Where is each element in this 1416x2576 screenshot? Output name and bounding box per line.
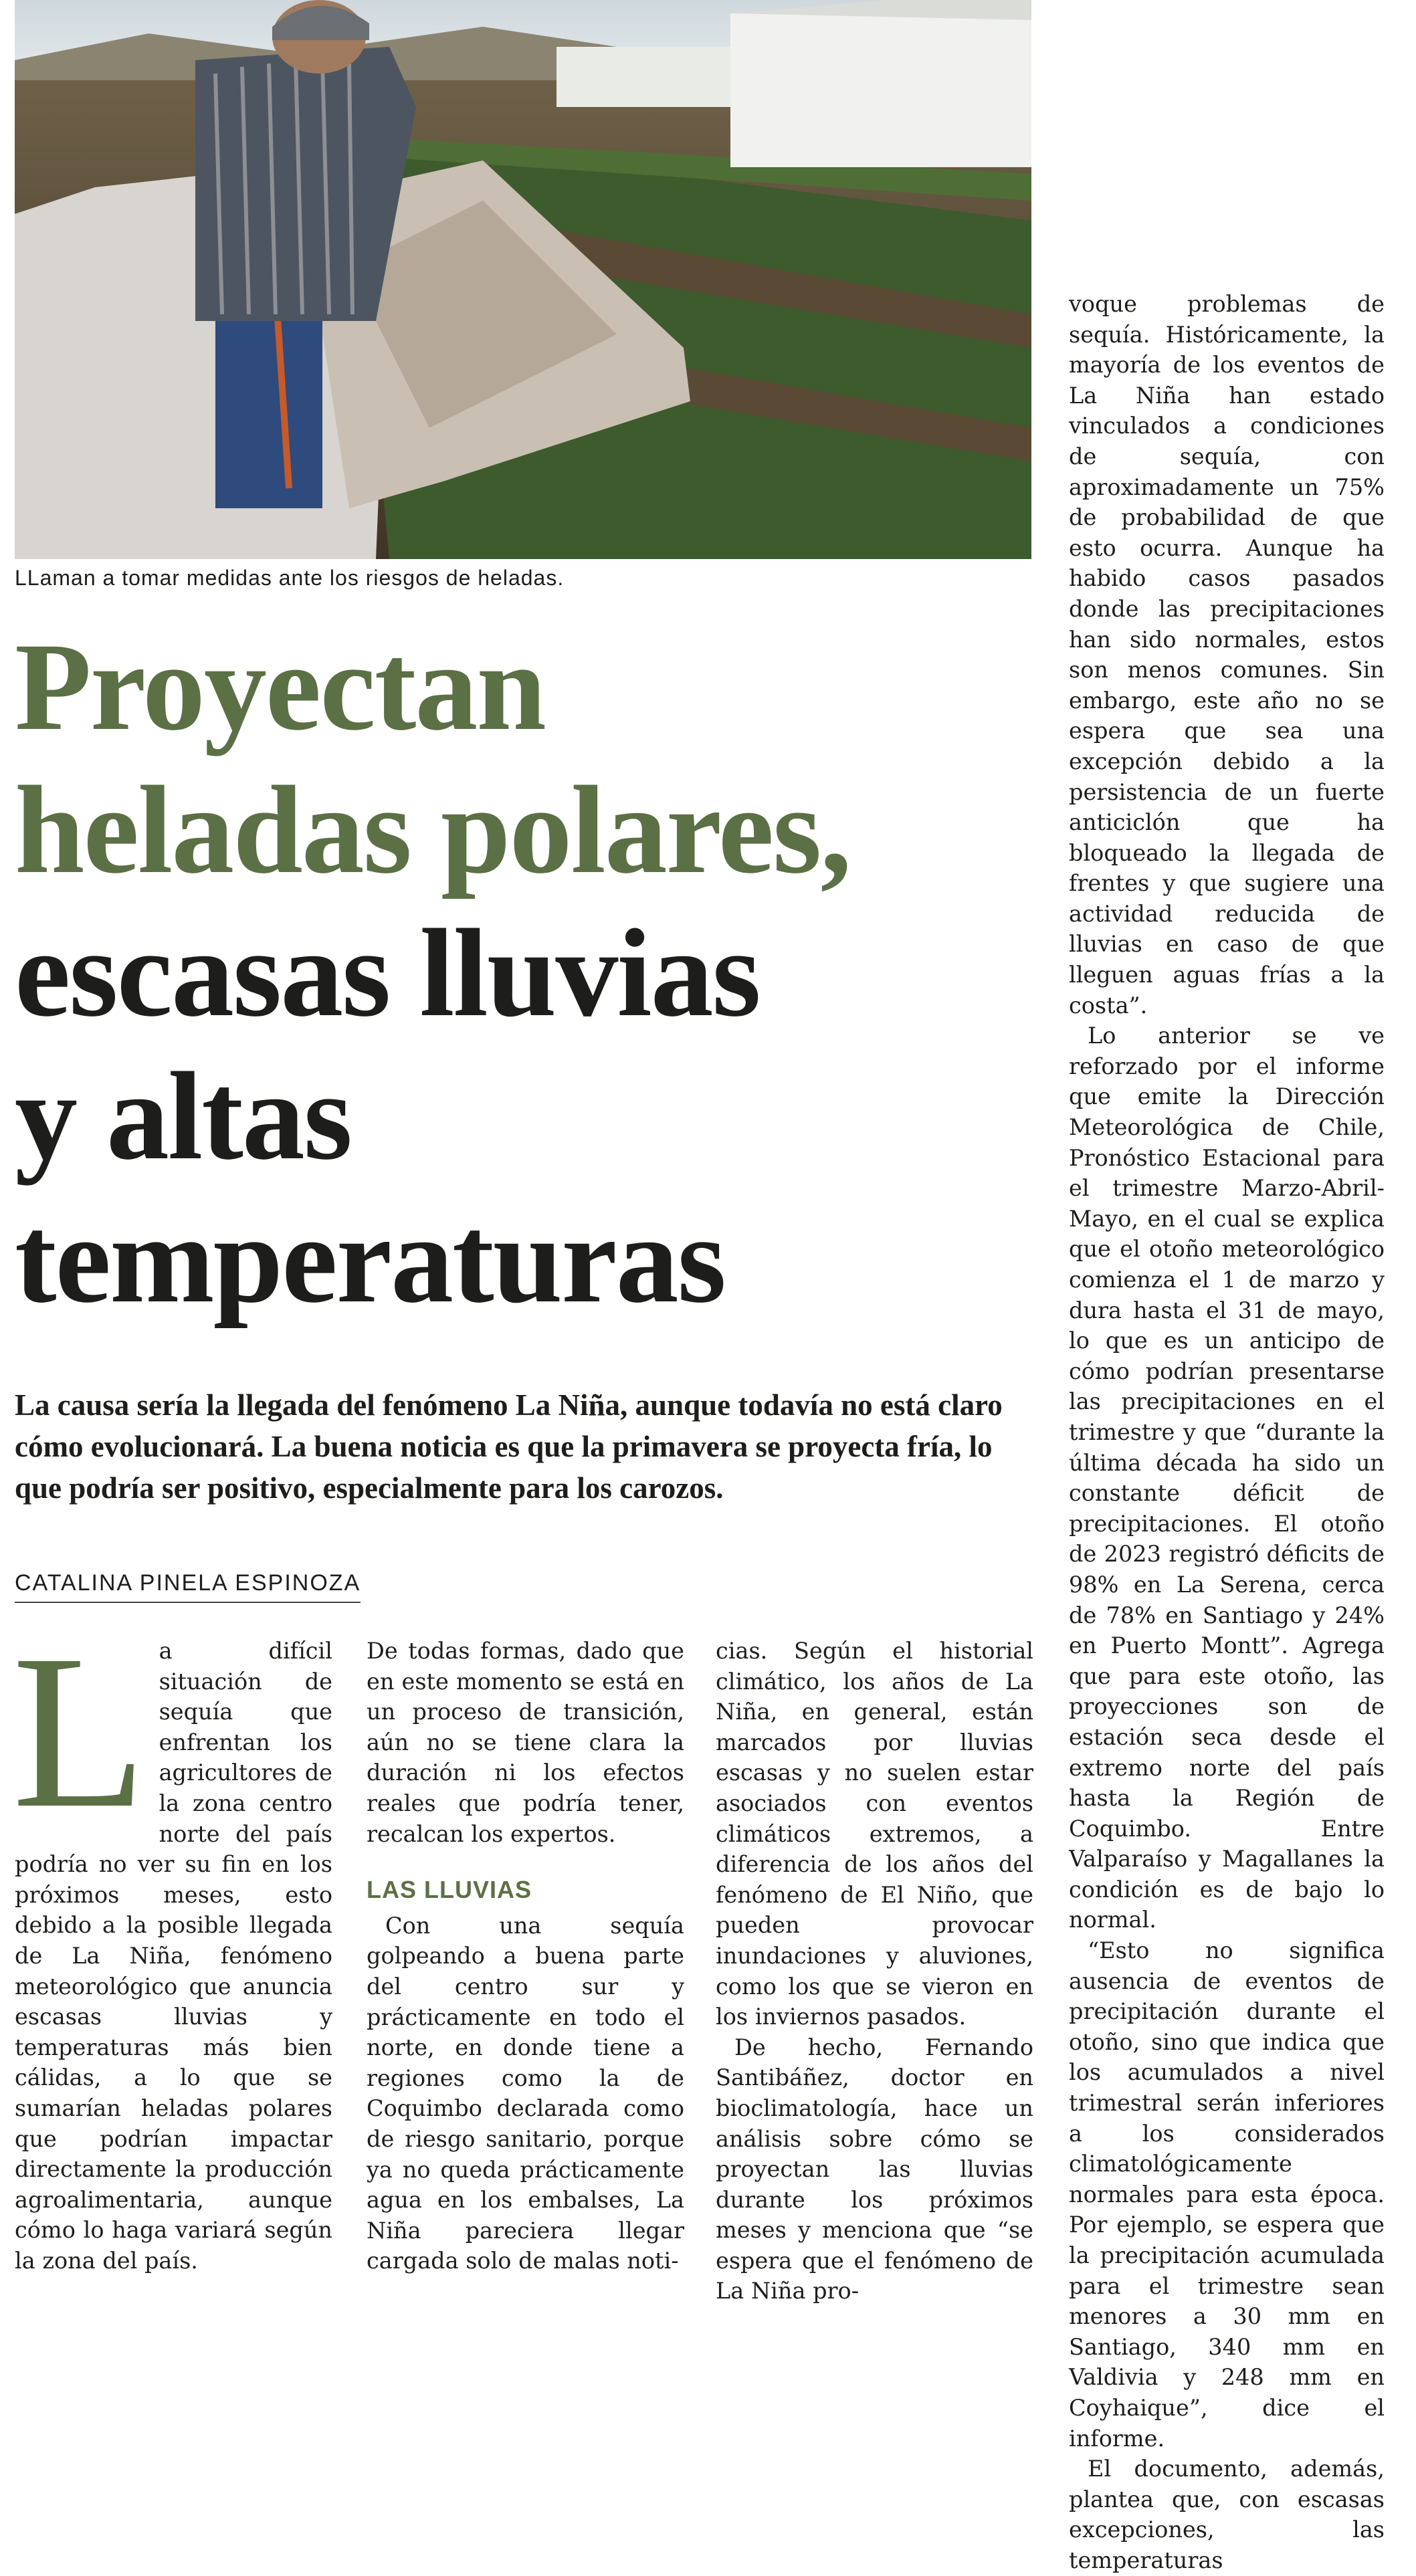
headline-line-1: Proyectan bbox=[15, 617, 545, 756]
byline: CATALINA PINELA ESPINOZA bbox=[15, 1570, 361, 1603]
article-photo bbox=[15, 0, 1031, 559]
farmer-covering-crops-photo bbox=[15, 0, 1031, 559]
article-column-3 bbox=[716, 1636, 1033, 2306]
article-column-2 bbox=[367, 1636, 684, 2276]
body-paragraph: Lo anterior se ve reforzado por el informe que emite la Dirección Meteorológica de Chile, Pronóstico Estacional para el trimestre Marzo-Abril-Mayo, en el cual se explica que el otoño meteorológico comienza el 1 de marzo y dura hasta el 31 de mayo, lo que es un anticipo de cómo podrían presentarse las precipitaciones en el trimestre y que “durante la última década ha sido un constante déficit de precipitaciones. El otoño de 2023 registró déficits de 98% en La Serena, cerca de 78% en Santiago y 24% en Puerto Montt”. Agrega que para este otoño, las proyecciones son de estación seca desde el extremo norte del país hasta la Región de Coquimbo. Entre Valparaíso y Magallanes la condición es de bajo lo normal. bbox=[1069, 1023, 1385, 1933]
body-paragraph: Con una sequía golpeando a buena parte del centro sur y prácticamente en todo el norte, en donde tiene a regiones como la de Coquimbo declarada como de riesgo sanitario, porque ya no queda prácticamente agua en los embalses, La Niña pareciera llegar cargada solo de malas noti- bbox=[367, 1912, 684, 2274]
body-paragraph: De todas formas, dado que en este momento se está en un proceso de transición, aún no se tiene clara la duración ni los efectos reales que podría tener, recalcan los expertos. bbox=[367, 1638, 684, 1847]
body-paragraph: voque problemas de sequía. Históricamente, la mayoría de los eventos de La Niña han estado vinculados a condiciones de sequía, con aproximadamente un 75% de probabilidad de que esto ocurra. Aunque ha habido casos pasados donde las precipitaciones han sido normales, estos son menos comunes. Sin embargo, este año no se espera que sea una excepción debido a la persistencia de un fuerte anticiclón que ha bloqueado la llegada de frentes y que sugiere una actividad reducida de lluvias en caso de que lleguen aguas frías a la costa”. bbox=[1069, 291, 1385, 1018]
article-column-4 bbox=[1069, 289, 1385, 2576]
body-paragraph: “Esto no significa ausencia de eventos de precipitación durante el otoño, sino que indica que los acumulados a nivel trimestral serán inferiores a los considerados climatológicamente normales para esta época. Por ejemplo, se espera que la precipitación acumulada para el trimestre sean menores a 30 mm en Santiago, 340 mm en Valdivia y 248 mm en Coyhaique”, dice el informe. bbox=[1069, 1937, 1385, 2452]
headline-line-3: escasas lluvias bbox=[15, 903, 760, 1043]
article-column-1 bbox=[12, 1610, 332, 2276]
photo-caption: LLaman a tomar medidas ante los riesgos de heladas. bbox=[15, 566, 565, 590]
lead-paragraph: La causa sería la llegada del fenómeno La Niña, aunque todavía no está claro cómo evolucionará. La buena noticia es que la primavera se proyecta fría, lo que podría ser positivo, especialmente para los carozos. bbox=[15, 1388, 1003, 1505]
headline-line-2: heladas polares, bbox=[15, 760, 851, 899]
section-subhead: LAS LLUVIAS bbox=[367, 1876, 532, 1904]
body-paragraph: cias. Según el historial climático, los años de La Niña, en general, están marcados por lluvias escasas y no suelen estar asociados con eventos climáticos extremos, a diferencia de los años del fenómeno de El Niño, que pueden provocar inundaciones y aluviones, como los que se vieron en los inviernos pasados. bbox=[716, 1638, 1033, 2030]
headline bbox=[15, 615, 1058, 1331]
body-paragraph: De hecho, Fernando Santibáñez, doctor en bioclimatología, hace un análisis sobre cómo se proyectan las lluvias durante los próximos meses y menciona que “se espera que el fenómeno de La Niña pro- bbox=[716, 2034, 1033, 2304]
drop-cap: L bbox=[12, 1610, 147, 1854]
headline-line-4: y altas bbox=[15, 1046, 351, 1186]
headline-line-5: temperaturas bbox=[15, 1189, 725, 1329]
body-paragraph: a difícil situación de sequía que enfrentan los agricultores de la zona centro norte del país podría no ver su fin en los próximos meses, esto debido a la posible llegada de La Niña, fenómeno meteorológico que anuncia escasas lluvias y temperaturas más bien cálidas, a lo que se sumarían heladas polares que podrían impactar directamente la producción agroalimentaria, aunque cómo lo haga variará según la zona del país. bbox=[15, 1638, 332, 2274]
body-paragraph: El documento, además, plantea que, con escasas excepciones, las temperaturas bbox=[1069, 2456, 1385, 2573]
